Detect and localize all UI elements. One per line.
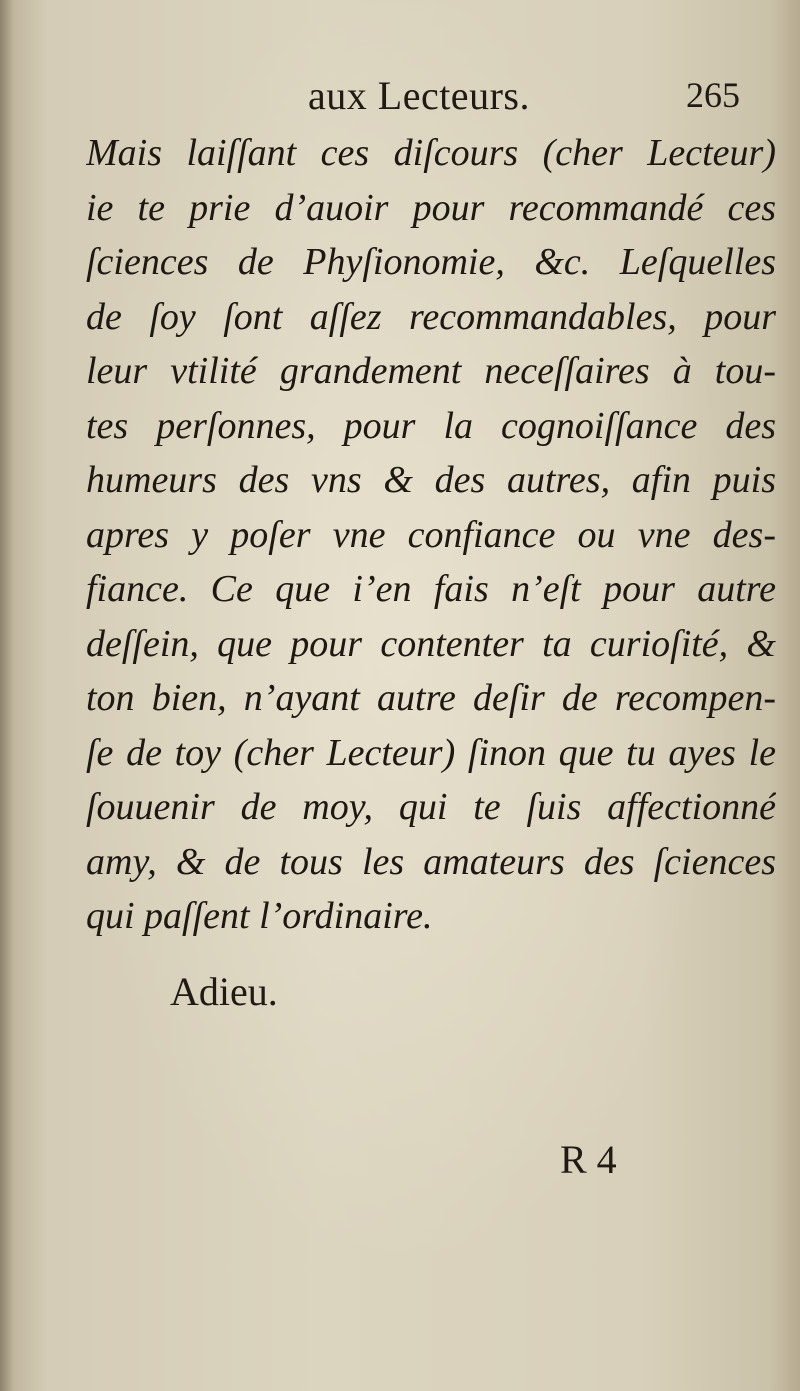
text-line: deſſein, que pour contenter ta curioſité, &: [86, 622, 776, 665]
text-line: qui paſſent l’ordinaire.: [86, 895, 433, 937]
text-line: amy, & de tous les amateurs des ſciences: [86, 840, 776, 883]
text-line: ſe de toy (cher Lecteur) ſinon que tu ayes le: [86, 731, 776, 774]
text-line: Mais laiſſant ces diſcours (cher Lecteur): [86, 132, 776, 174]
body-paragraph: [86, 126, 776, 944]
signoff-adieu: Adieu.: [170, 969, 278, 1014]
text-line: ſciences de Phyſionomie, &c. Leſquelles: [86, 241, 776, 283]
text-line: apres y poſer vne confiance ou vne des-: [86, 513, 776, 556]
text-line: ton bien, n’ayant autre deſir de recompen-: [86, 677, 776, 719]
running-head: aux Lecteurs.: [308, 73, 530, 118]
text-line: ie te prie d’auoir pour recommandé ces: [86, 186, 776, 229]
text-line: humeurs des vns & des autres, afin puis: [86, 459, 776, 501]
text-line: ſouuenir de moy, qui te ſuis affectionné: [86, 786, 776, 828]
printer-signature-mark: R 4: [560, 1137, 617, 1182]
text-line: de ſoy ſont aſſez recommandables, pour: [86, 295, 776, 338]
page-number: 265: [686, 75, 740, 115]
page-header: [0, 70, 800, 130]
text-line: leur vtilité grandement neceſſaires à tou-: [86, 350, 776, 392]
page-gutter-shadow: [0, 0, 14, 1391]
text-line: tes perſonnes, pour la cognoiſſance des: [86, 404, 776, 447]
text-line: fiance. Ce que i’en fais n’eſt pour autre: [86, 568, 776, 610]
